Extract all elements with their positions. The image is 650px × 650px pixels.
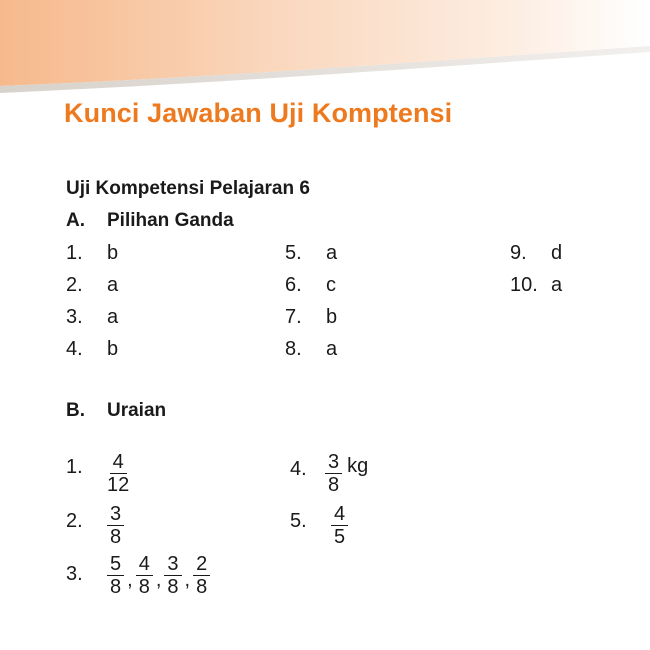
essay-answer-2-number: 2.	[66, 510, 83, 532]
separator: ,	[155, 569, 162, 591]
answer-number: 10.	[510, 274, 538, 296]
fraction	[107, 553, 124, 598]
essay-answer-3-number: 3.	[66, 563, 83, 585]
unit-label: kg	[347, 455, 369, 477]
answer-number: 3.	[66, 306, 83, 328]
part-b-heading	[66, 400, 366, 424]
answer-number: 4.	[66, 338, 83, 360]
essay-answer-1	[104, 451, 132, 496]
answer-value: b	[326, 306, 338, 328]
answer-number: 2.	[66, 274, 83, 296]
numerator: 5	[107, 553, 124, 576]
essay-answer-4-number: 4.	[290, 458, 307, 480]
answer-number: 1.	[66, 242, 83, 264]
answer-value: b	[107, 338, 119, 360]
part-a-label: Pilihan Ganda	[107, 210, 234, 231]
answer-value: a	[551, 274, 563, 296]
numerator: 4	[110, 451, 127, 474]
part-b-letter: B.	[66, 400, 85, 421]
answer-value: d	[551, 242, 563, 264]
essay-answer-1-number: 1.	[66, 456, 83, 478]
essay-answer-5	[331, 503, 348, 548]
essay-answer-3	[107, 553, 210, 598]
numerator: 4	[136, 553, 153, 576]
answer-value: b	[107, 242, 119, 264]
section-heading: Uji Kompetensi Pelajaran 6	[66, 178, 310, 199]
answer-number: 8.	[285, 338, 302, 360]
answer-number: 5.	[285, 242, 302, 264]
answer-value: a	[326, 338, 338, 360]
part-a-letter: A.	[66, 210, 85, 231]
fraction	[193, 553, 210, 598]
denominator: 8	[196, 576, 208, 598]
answer-number: 7.	[285, 306, 302, 328]
denominator: 8	[328, 474, 340, 496]
answer-value: c	[326, 274, 336, 296]
separator: ,	[184, 569, 191, 591]
part-a-heading	[66, 210, 366, 234]
answer-number: 6.	[285, 274, 302, 296]
essay-answer-2	[107, 503, 124, 548]
separator: ,	[127, 569, 133, 591]
numerator: 4	[331, 503, 348, 526]
denominator: 8	[110, 576, 122, 598]
denominator: 8	[167, 576, 179, 598]
answer-number: 9.	[510, 242, 527, 264]
numerator: 3	[107, 503, 124, 526]
numerator: 2	[193, 553, 210, 576]
essay-answer-4	[325, 451, 368, 496]
page-title: Kunci Jawaban Uji Komptensi	[64, 98, 453, 128]
header-band	[0, 0, 650, 110]
fraction	[136, 553, 153, 598]
answer-value: a	[107, 274, 119, 296]
part-b-label: Uraian	[107, 400, 167, 421]
essay-answer-5-number: 5.	[290, 510, 307, 532]
fraction	[104, 451, 132, 496]
denominator: 5	[334, 526, 346, 548]
fraction	[331, 503, 348, 548]
numerator: 3	[325, 451, 342, 474]
denominator: 8	[138, 576, 150, 598]
fraction	[325, 451, 342, 496]
answer-value: a	[326, 242, 338, 264]
numerator: 3	[164, 553, 181, 576]
denominator: 12	[107, 474, 130, 496]
fraction	[164, 553, 181, 598]
answer-value: a	[107, 306, 119, 328]
denominator: 8	[110, 526, 122, 548]
fraction	[107, 503, 124, 548]
